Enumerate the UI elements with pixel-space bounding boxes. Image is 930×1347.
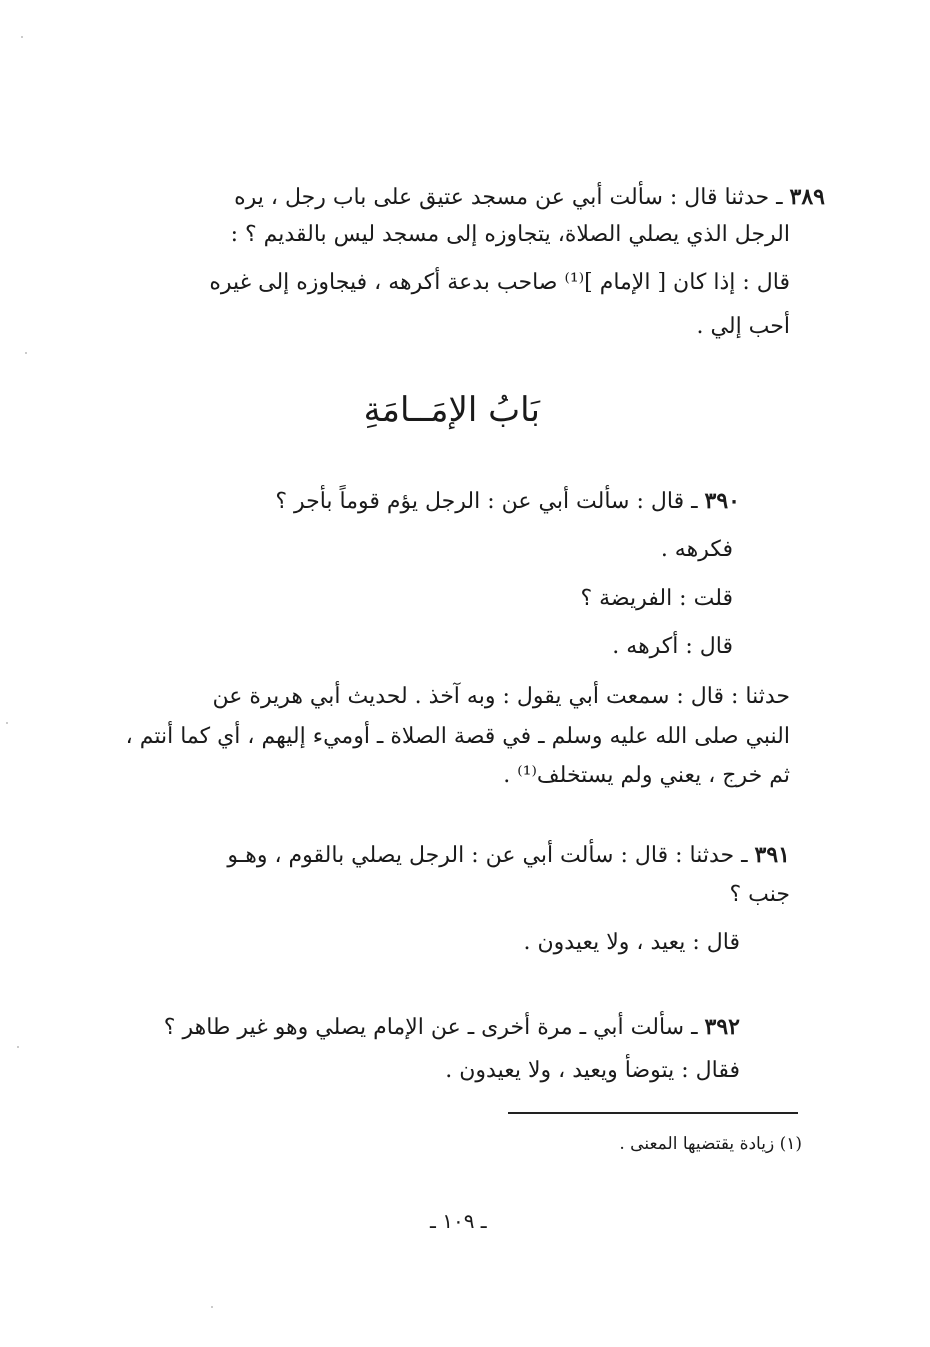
entry-number: ٣٩٢ [704,1014,740,1040]
entry-391-line-2: جنب ؟ [729,882,790,907]
entry-number: ٣٨٩ [789,184,825,210]
chapter-title: بَابُ الإمَــامَةِ [363,390,540,430]
entry-389-line-4: أحب إلي . [696,314,790,339]
entry-392-line-1 [164,1012,740,1043]
scan-speck [21,36,23,38]
entry-391-line-1 [227,840,790,871]
scan-speck [17,1046,19,1048]
entry-390-line-6: النبي صلى الله عليه وسلم ـ في قصة الصلاة ـ أوميء إليهم ، أي كما أنتم ، [125,724,790,749]
entry-number: ٣٩٠ [704,488,740,514]
entry-number: ٣٩١ [754,842,790,868]
entry-389-line-1 [234,182,825,213]
entry-390-line-2: فكرهه . [660,537,733,562]
footnote: (١) زيادة يقتضيها المعنى . [619,1134,802,1154]
scan-speck [211,1306,213,1308]
entry-390-line-5: حدثنا : قال : سمعت أبي يقول : وبه آخذ . لحديث أبي هريرة عن [212,684,790,709]
entry-390-line-1 [275,486,740,517]
entry-390-line-3: قلت : الفريضة ؟ [580,586,733,611]
entry-text: ـ سألت أبي ـ مرة أخرى ـ عن الإمام يصلي وهو غير طاهر ؟ [163,1015,698,1040]
entry-391-line-3: قال : يعيد ، ولا يعيدون . [523,930,740,955]
entry-390-line-4: قال : أكرهه . [612,634,733,659]
entry-text: ـ قال : سألت أبي عن : الرجل يؤم قوماً بأجر ؟ [275,489,698,514]
scan-speck [6,722,8,724]
page-number: ـ ١٠٩ ـ [430,1209,487,1233]
entry-392-line-2: فقال : يتوضأ ويعيد ، ولا يعيدون . [445,1058,740,1083]
entry-text: ـ حدثنا قال : سألت أبي عن مسجد عتيق على باب رجل ، يره [234,185,783,210]
entry-389-line-2: الرجل الذي يصلي الصلاة، يتجاوزه إلى مسجد ليس بالقديم ؟ : [230,222,790,247]
entry-389-line-3: قال : إذا كان [ الإمام ]⁽¹⁾ صاحب بدعة أكرهه ، فيجاوزه إلى غيره [209,270,790,295]
entry-390-line-7: ثم خرج ، يعني ولم يستخلف⁽¹⁾ . [503,763,790,788]
footnote-separator [508,1112,798,1114]
scan-speck [25,352,27,354]
entry-text: ـ حدثنا : قال : سألت أبي عن : الرجل يصلي بالقوم ، وهـو [227,843,748,868]
